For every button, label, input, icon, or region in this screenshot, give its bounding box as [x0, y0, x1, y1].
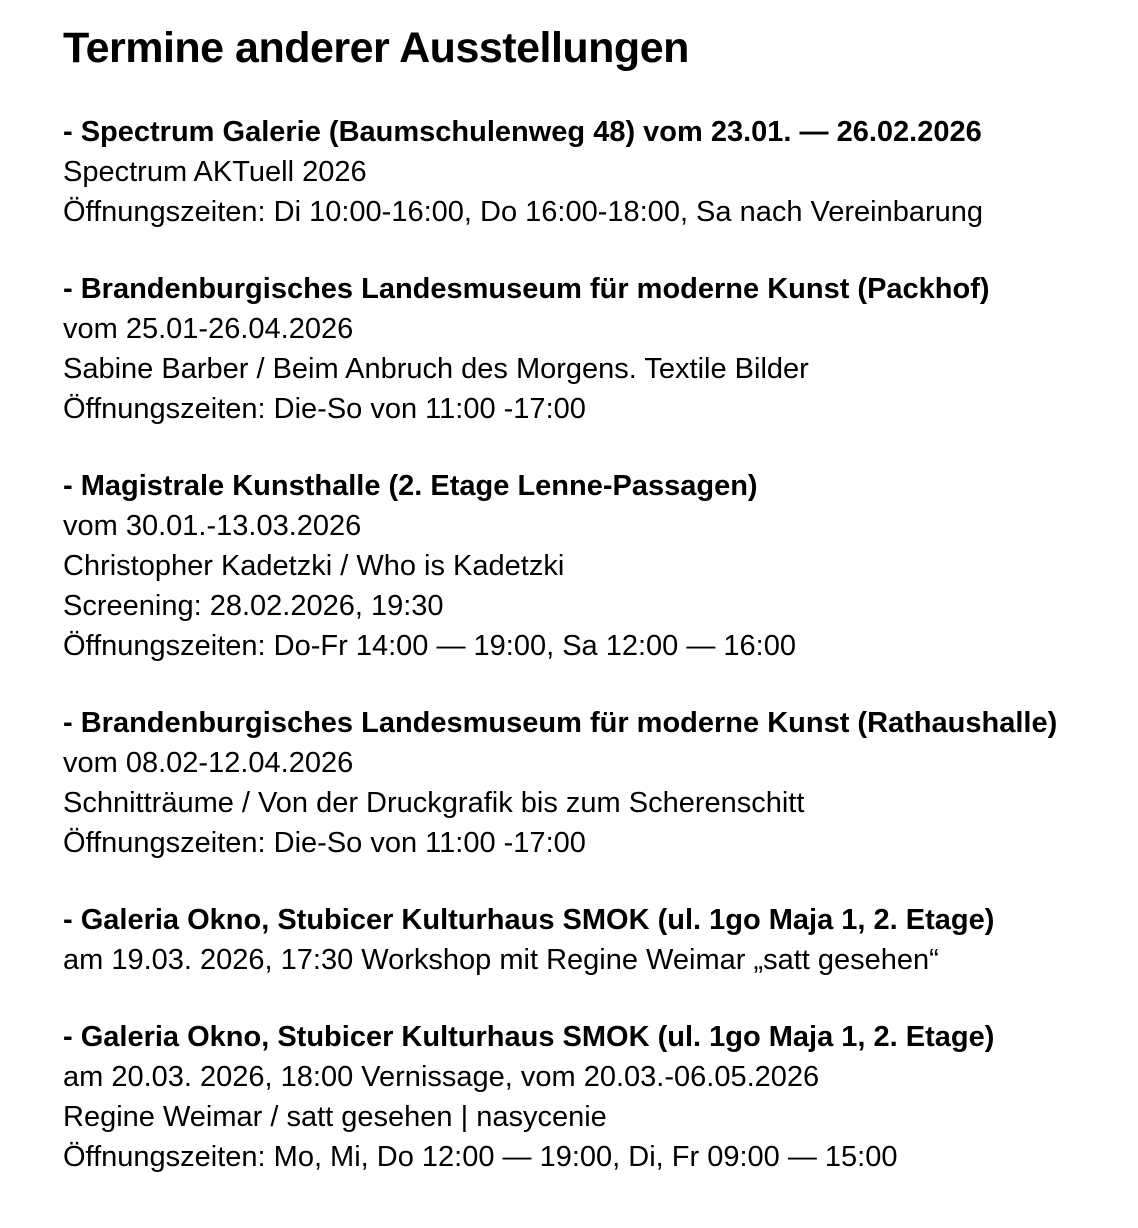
entry-detail-line: am 20.03. 2026, 18:00 Vernissage, vom 20.03.-06.05.2026: [63, 1061, 820, 1093]
entry-detail-line: Spectrum AKTuell 2026: [63, 156, 367, 188]
entry-heading: - Magistrale Kunsthalle (2. Etage Lenne-Passagen): [63, 470, 758, 502]
entry-detail-line: Öffnungszeiten: Die-So von 11:00 -17:00: [63, 393, 586, 425]
entry-detail-line: Sabine Barber / Beim Anbruch des Morgens. Textile Bilder: [63, 353, 809, 385]
entry-heading: - Brandenburgisches Landesmuseum für moderne Kunst (Packhof): [63, 273, 990, 305]
entry-detail-line: am 19.03. 2026, 17:30 Workshop mit Regine Weimar „satt gesehen“: [63, 944, 939, 976]
entry-detail-line: Öffnungszeiten: Di 10:00-16:00, Do 16:00-18:00, Sa nach Vereinbarung: [63, 196, 984, 228]
entry-detail-line: vom 30.01.-13.03.2026: [63, 510, 362, 542]
exhibition-entry: [63, 900, 1118, 980]
entry-detail-line: Öffnungszeiten: Mo, Mi, Do 12:00 — 19:00, Di, Fr 09:00 — 15:00: [63, 1141, 898, 1173]
entry-detail-line: Schnitträume / Von der Druckgrafik bis zum Scherenschitt: [63, 787, 805, 819]
exhibition-entry: [63, 703, 1118, 863]
entry-detail-line: vom 25.01-26.04.2026: [63, 313, 354, 345]
entry-heading: - Brandenburgisches Landesmuseum für moderne Kunst (Rathaushalle): [63, 707, 1058, 739]
entry-heading: - Spectrum Galerie (Baumschulenweg 48) vom 23.01. — 26.02.2026: [63, 116, 982, 148]
exhibition-entry: [63, 466, 1118, 666]
entry-detail-line: Christopher Kadetzki / Who is Kadetzki: [63, 550, 565, 582]
exhibition-entry: [63, 112, 1118, 232]
entry-heading: - Galeria Okno, Stubicer Kulturhaus SMOK (ul. 1go Maja 1, 2. Etage): [63, 904, 995, 936]
entry-heading: - Galeria Okno, Stubicer Kulturhaus SMOK (ul. 1go Maja 1, 2. Etage): [63, 1021, 995, 1053]
exhibition-list: [63, 112, 1118, 1177]
entry-detail-line: Öffnungszeiten: Do-Fr 14:00 — 19:00, Sa 12:00 — 16:00: [63, 630, 796, 662]
entry-detail-line: vom 08.02-12.04.2026: [63, 747, 354, 779]
exhibition-entry: [63, 269, 1118, 429]
exhibition-entry: [63, 1017, 1118, 1177]
entry-detail-line: Screening: 28.02.2026, 19:30: [63, 590, 444, 622]
entry-detail-line: Regine Weimar / satt gesehen | nasycenie: [63, 1101, 607, 1133]
page-title: Termine anderer Ausstellungen: [63, 24, 689, 72]
entry-detail-line: Öffnungszeiten: Die-So von 11:00 -17:00: [63, 827, 586, 859]
